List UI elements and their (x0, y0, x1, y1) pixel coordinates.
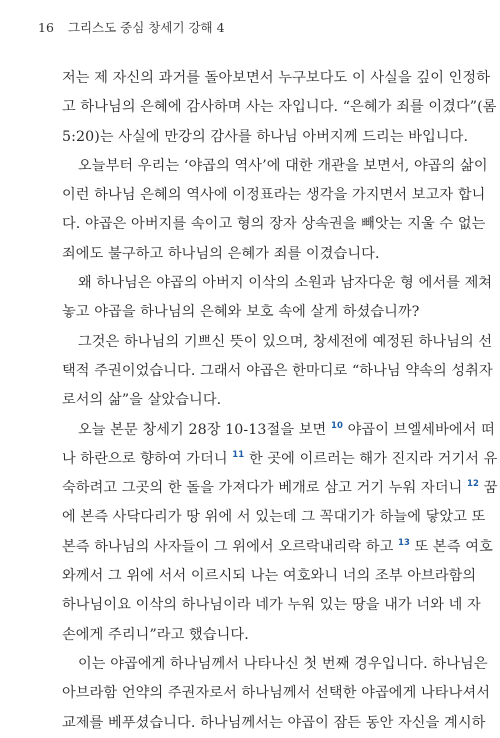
verse-number: 13 (397, 537, 411, 548)
running-title: 그리스도 중심 창세기 강해 4 (67, 20, 225, 35)
text-run: 교제를 베푸셨습니다. 하나님께서는 야곱이 잠든 동안 자신을 계시하 (62, 714, 486, 731)
text-run: 죄에도 불구하고 하나님의 은혜가 죄를 이겼습니다. (62, 245, 380, 262)
verse-number: 12 (467, 479, 480, 490)
body-text (62, 64, 498, 738)
text-run: 왜 하나님은 야곱의 아버지 이삭의 소원과 남자다운 형 에서를 제쳐 (78, 275, 493, 292)
text-line (62, 269, 493, 298)
text-run: 아브라함 언약의 주권자로서 하나님께서 선택한 야곱에게 나타나셔서 (62, 685, 491, 702)
text-run: 꿈 (479, 480, 498, 497)
text-line (62, 64, 491, 93)
verse-number: 10 (330, 420, 344, 431)
text-run: 야곱이 브엘세바에서 떠 (343, 421, 495, 438)
text-run: 5:20)는 사실에 만강의 감사를 하나님 아버지께 드리는 바입니다. (62, 128, 469, 145)
text-run: 고 하나님의 은혜에 감사하며 사는 자입니다. “은혜가 죄를 이겼다”(롬 (62, 99, 497, 116)
text-line (62, 416, 495, 445)
text-run: 놓고 야곱을 하나님의 은혜와 보호 속에 살게 하셨습니까? (62, 304, 420, 321)
text-line (62, 181, 486, 210)
text-run: 오늘부터 우리는 ‘야곱의 역사’에 대한 개관을 보면서, 야곱의 삶이 (78, 157, 488, 174)
text-run: 나 하란으로 향하여 가더니 (62, 450, 233, 467)
text-line (62, 650, 488, 679)
text-run: 본즉 하나님의 사자들이 그 위에서 오르락내리락 하고 (62, 538, 398, 555)
text-run: 저는 제 자신의 과거를 돌아보면서 누구보다도 이 사실을 깊이 인정하 (62, 70, 491, 86)
text-line (62, 679, 491, 708)
text-run: 택적 주권이었습니다. 그래서 야곱은 한마디로 “하나님 약속의 성취자 (62, 362, 493, 379)
text-run: 그것은 하나님의 기쁘신 뜻이 있으며, 창세전에 예정된 하나님의 선 (78, 333, 493, 350)
text-run: 이런 하나님 은혜의 역사에 이정표라는 생각을 가지면서 보고자 합니 (62, 187, 486, 204)
text-line (62, 152, 488, 181)
text-line (62, 562, 477, 591)
text-line (62, 503, 486, 532)
text-line (62, 210, 486, 239)
text-run: 에 본즉 사닥다리가 땅 위에 서 있는데 그 꼭대기가 하늘에 닿았고 또 (62, 509, 486, 526)
text-run: 하나님이요 이삭의 하나님이라 네가 누워 있는 땅을 내가 너와 네 자 (62, 597, 481, 614)
text-run: 이는 야곱에게 하나님께서 나타나신 첫 번째 경우입니다. 하나님은 (78, 655, 488, 672)
text-line (62, 357, 493, 386)
text-line (62, 709, 486, 738)
text-line (62, 591, 481, 620)
text-line (62, 474, 498, 503)
running-header (38, 18, 225, 36)
text-line (62, 298, 446, 327)
text-line (62, 328, 493, 357)
text-line (62, 240, 446, 269)
text-line (62, 123, 469, 152)
text-run: 와께서 그 위에 서서 이르시되 나는 여호와니 너의 조부 아브라함의 (62, 568, 477, 585)
text-line (62, 621, 446, 650)
text-run: 손에게 주리니”라고 했습니다. (62, 626, 249, 643)
text-line (62, 533, 493, 562)
text-run: 로서의 삶”을 살았습니다. (62, 392, 222, 409)
text-line (62, 445, 498, 474)
text-line (62, 93, 497, 122)
verse-number: 11 (232, 449, 245, 460)
text-run: 한 곳에 이르러는 해가 진지라 거기서 유 (244, 450, 498, 467)
text-run: 오늘 본문 창세기 28장 10-13절을 보면 (78, 421, 331, 438)
page-number: 16 (38, 20, 54, 35)
text-run: 또 본즉 여호 (410, 538, 493, 555)
text-run: 숙하려고 그곳의 한 돌을 가져다가 베개로 삼고 거기 누워 자더니 (62, 480, 468, 497)
text-line (62, 386, 446, 415)
text-run: 다. 야곱은 아버지를 속이고 형의 장자 상속권을 빼앗는 지울 수 없는 (62, 216, 486, 233)
